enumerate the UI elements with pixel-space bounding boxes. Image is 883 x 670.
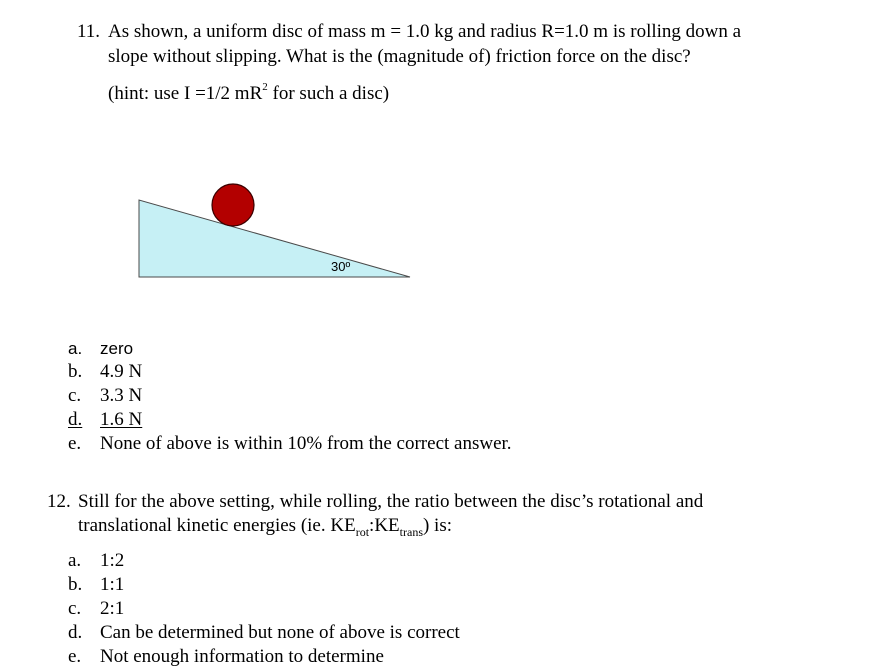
ke-trans-subscript: trans [399, 524, 423, 539]
q12-option-b-letter: b. [68, 574, 83, 595]
ke-rot-subscript: rot [355, 524, 370, 539]
q12-stem-line2: translational kinetic energies (ie. $KE_{rot}:KE_{trans}$) is: [78, 515, 453, 539]
angle-label: 30º [331, 259, 351, 274]
q12-option-d-letter: d. [68, 622, 83, 643]
q12-option-c: 2:1 [100, 598, 125, 619]
q11-number: 11. [77, 21, 101, 42]
q11-option-b: 4.9 N [100, 361, 143, 382]
q12-option-b: 1:1 [100, 574, 125, 595]
q12-option-e: Not enough information to determine [100, 646, 384, 667]
incline-slope [139, 200, 410, 277]
q11-option-a-letter: a. [68, 339, 83, 358]
q12-option-c-letter: c. [68, 598, 82, 619]
q11-option-b-letter: b. [68, 361, 83, 382]
q11-stem-line1: As shown, a uniform disc of mass m = 1.0 kg and radius R=1.0 m is rolling down a [108, 21, 742, 42]
q11-option-d: 1.6 N [100, 409, 143, 430]
q11-option-d-letter: d. [68, 409, 83, 430]
q12-stem-line1: Still for the above setting, while rolling, the ratio between the disc’s rotational and [78, 491, 704, 512]
q11-option-c-letter: c. [68, 385, 82, 406]
q11-option-a: zero [100, 339, 134, 358]
q11-stem-line2: slope without slipping. What is the (magnitude of) friction force on the disc? [108, 46, 691, 67]
q11-option-c: 3.3 N [100, 385, 143, 406]
rolling-disc [212, 184, 254, 226]
q12-option-a: 1:2 [100, 550, 125, 571]
q11-option-e-letter: e. [68, 433, 82, 454]
q12-option-d: Can be determined but none of above is correct [100, 622, 460, 643]
q11-option-e: None of above is within 10% from the correct answer. [100, 433, 512, 454]
q11-hint: (hint: use I =1/2 $mR^2$ for such a disc) [108, 80, 390, 104]
q12-number: 12. [47, 491, 71, 512]
q12-option-e-letter: e. [68, 646, 82, 667]
hint-exponent: 2 [262, 80, 268, 93]
q12-option-a-letter: a. [68, 550, 82, 571]
